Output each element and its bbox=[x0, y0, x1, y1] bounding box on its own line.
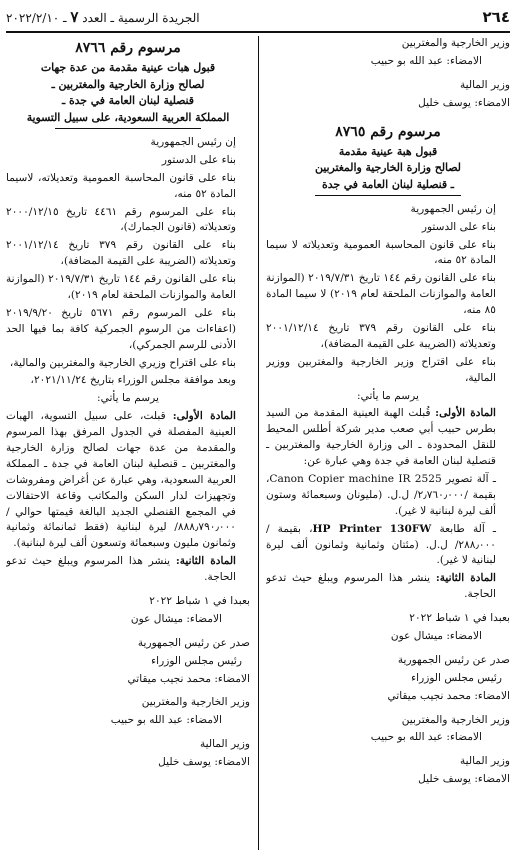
signing-date: بعبدا في ١ شباط ٢٠٢٢ bbox=[409, 612, 510, 625]
article-1-label: المادة الأولى: bbox=[435, 407, 496, 420]
left-column bbox=[6, 36, 250, 852]
decree-8766-subject-4: المملكة العربية السعودية، على سبيل التسوية bbox=[26, 111, 230, 125]
fm-signature: الامضاء: عبد الله بو حبيب bbox=[110, 714, 222, 727]
decree-8765-subject-1: قبول هبة عينية مقدمة bbox=[338, 144, 438, 158]
preamble-proposal: بناء على اقتراح وزير الخارجية والمغتربين ووزير المالية، bbox=[266, 355, 496, 384]
decrees-following: يرسم ما يأتي: bbox=[357, 389, 419, 402]
president-signature: الامضاء: ميشال عون bbox=[130, 612, 222, 625]
gazette-name: الجريدة الرسمية ـ العدد bbox=[82, 10, 200, 25]
preamble-accounting-law: بناء على قانون المحاسبة العمومية وتعديلاته لا سيما المادة ٥٢ منه، bbox=[266, 238, 496, 267]
article-1 bbox=[6, 409, 250, 552]
article-1-text: قُبلت الهبة العينية المقدمة من السيد بطرس حبيب أبي صعب مدير شركة أطلس المحيط للنقل المحدودة ـ الى وزارة الخارجية والمغتربين ـ قنصلية لبنان العامة في جدة وهي عبارة عن: bbox=[266, 407, 496, 468]
title-underline bbox=[315, 195, 461, 196]
fm-signature: الامضاء: عبد الله بو حبيب bbox=[370, 731, 482, 744]
article-2 bbox=[6, 554, 250, 586]
preamble-president: إن رئيس الجمهورية bbox=[150, 135, 236, 148]
article-2-label: المادة الثانية: bbox=[435, 572, 497, 585]
top-fin-signature: الامضاء: يوسف خليل bbox=[418, 96, 510, 109]
article-1-text: قبلت، على سبيل التسوية، الهبات العينية المفصلة في الجدول المرفق بهذا المرسوم والمقدمة من عدة جهات لصالح وزارة الخارجية والمغتربين ـ قنصلية لبنان العامة في جدة ـ المملكة العربية السعودية، وهي عبارة عن أغراض ومفروشات وتجهيزات لدار السكن والمكاتب وقاعة الاحتفالات في المجمع القنصلي الجديد البالغة قيمتها حوالي /٨٨٨٫٧٩٠٫٠٠٠/ ليرة لبنانية (فقط ثمانمائة وثمانية وثمانون مليون وسبعمائة وتسعون ألف ليرة لبنانية). bbox=[6, 410, 236, 550]
pm-title: رئيس مجلس الوزراء bbox=[411, 671, 502, 684]
preamble-cabinet-approval: وبعد موافقة مجلس الوزراء بتاريخ ٢٠٢١/١١/٢٤، bbox=[30, 374, 236, 387]
signing-date: بعبدا في ١ شباط ٢٠٢٢ bbox=[149, 594, 250, 607]
preamble-vat-law: بناء على القانون رقم ٣٧٩ تاريخ ٢٠٠١/١٢/١٤ وتعديلاته (الضريبة على القيمة المضافة)، bbox=[266, 322, 496, 350]
top-fm-title: وزير الخارجية والمغتربين bbox=[401, 37, 510, 49]
preamble-constitution: بناء على الدستور bbox=[421, 220, 496, 233]
fin-signature: الامضاء: يوسف خليل bbox=[158, 756, 250, 769]
issued-by: صدر عن رئيس الجمهورية bbox=[137, 636, 250, 649]
item-2-value: ، بقيمة /٢٨٨٫٠٠٠/ ل.ل. (مئتان وثمانية وثمانون ألف ليرة لبنانية لا غير). bbox=[266, 522, 496, 567]
right-column bbox=[266, 36, 510, 852]
preamble-customs-decree: بناء على المرسوم رقم ٤٤٦١ تاريخ ٢٠٠٠/١٢/١٥ وتعديلاته (قانون الجمارك)، bbox=[6, 205, 236, 234]
item-1-model: Canon Copier machine IR 2525 bbox=[269, 473, 442, 486]
issue-date: ـ ٢٠٢٢/٢/١٠ bbox=[6, 10, 67, 25]
issued-by: صدر عن رئيس الجمهورية bbox=[397, 653, 510, 666]
article-2-text: ينشر هذا المرسوم ويبلغ حيث تدعو الحاجة. bbox=[266, 572, 496, 601]
article-2-text: ينشر هذا المرسوم ويبلغ حيث تدعو الحاجة. bbox=[6, 555, 236, 584]
article-2 bbox=[266, 571, 510, 603]
donation-item-1 bbox=[266, 472, 510, 520]
preamble-proposal: بناء على اقتراح وزيري الخارجية والمغتربين والمالية، bbox=[9, 356, 236, 369]
pm-signature: الامضاء: محمد نجيب ميقاتي bbox=[387, 689, 510, 702]
decree-8766-title: مرسوم رقم ٨٧٦٦ bbox=[75, 40, 181, 56]
preamble-president: إن رئيس الجمهورية bbox=[410, 202, 496, 215]
preamble-budget-law: بناء على القانون رقم ١٤٤ تاريخ ٢٠١٩/٧/٣١ (الموازنة العامة والموازنات الملحقة لعام ٢٠١٩)، bbox=[6, 273, 236, 301]
preamble-exemption-decree: بناء على المرسوم رقم ٥٦٧١ تاريخ ٢٠١٩/٩/٢٠ (اعفاءات من الرسوم الجمركية كافة بما فيها الحد الأدنى للرسم الجمركي)، bbox=[6, 306, 236, 351]
preamble-budget-law: بناء على القانون رقم ١٤٤ تاريخ ٢٠١٩/٧/٣١ (الموازنة العامة والموازنات الملحقة لعام ٢٠١٩) لا سيما المادة ٨٥ منه، bbox=[266, 272, 496, 317]
article-1 bbox=[266, 406, 510, 470]
issue-number: ٧ bbox=[70, 7, 79, 26]
article-2-label: المادة الثانية: bbox=[175, 555, 237, 568]
preamble-vat-law: بناء على القانون رقم ٣٧٩ تاريخ ٢٠٠١/١٢/١٤ وتعديلاته (الضريبة على القيمة المضافة)، bbox=[6, 239, 236, 268]
column-divider bbox=[258, 36, 259, 850]
president-signature: الامضاء: ميشال عون bbox=[390, 630, 482, 643]
item-2-label: ـ آلة طابعة bbox=[439, 522, 497, 535]
item-1-label: ـ آلة تصوير bbox=[446, 473, 496, 486]
decree-8765-subject-2: لصالح وزارة الخارجية والمغتربين bbox=[315, 161, 461, 175]
decree-8766-subject-2: لصالح وزارة الخارجية والمغتربين ـ bbox=[51, 77, 205, 91]
pm-title: رئيس مجلس الوزراء bbox=[151, 654, 242, 667]
decree-8765-subject-3: ـ قنصلية لبنان العامة في جدة bbox=[322, 178, 454, 192]
fm-title: وزير الخارجية والمغتربين bbox=[141, 696, 250, 709]
fin-signature: الامضاء: يوسف خليل bbox=[418, 773, 510, 786]
fin-title: وزير المالية bbox=[459, 755, 510, 768]
page-number: ٢٦٤ bbox=[482, 7, 510, 26]
header-rule bbox=[6, 31, 510, 33]
fin-title: وزير المالية bbox=[199, 738, 250, 751]
title-underline bbox=[55, 128, 201, 129]
top-fm-signature: الامضاء: عبد الله بو حبيب bbox=[370, 54, 482, 67]
item-2-model: HP Printer 130FW bbox=[312, 522, 432, 535]
top-fin-title: وزير المالية bbox=[459, 78, 510, 91]
pm-signature: الامضاء: محمد نجيب ميقاتي bbox=[127, 672, 250, 685]
gazette-issue-info bbox=[6, 6, 200, 29]
decree-8766-subject-1: قبول هبات عينية مقدمة من عدة جهات bbox=[40, 61, 216, 74]
decree-8766-subject-3: قنصلية لبنان العامة في جدة ـ bbox=[62, 94, 194, 108]
item-1-value: ، بقيمة /٢٫٧٦٠٫٠٠٠/ ل.ل. (مليونان وسبعمائة وستون ألف ليرة لبنانية لا غير). bbox=[266, 473, 496, 517]
donation-item-2 bbox=[266, 522, 510, 570]
preamble-accounting-law: بناء على قانون المحاسبة العمومية وتعديلاته، لاسيما المادة ٥٢ منه، bbox=[6, 171, 236, 200]
decrees-following: يرسم ما يأتي: bbox=[97, 392, 159, 405]
article-1-label: المادة الأولى: bbox=[172, 410, 236, 423]
page-header bbox=[6, 6, 510, 28]
preamble-constitution: بناء على الدستور bbox=[161, 153, 236, 166]
decree-8765-title: مرسوم رقم ٨٧٦٥ bbox=[335, 123, 441, 140]
fm-title: وزير الخارجية والمغتربين bbox=[401, 713, 510, 726]
